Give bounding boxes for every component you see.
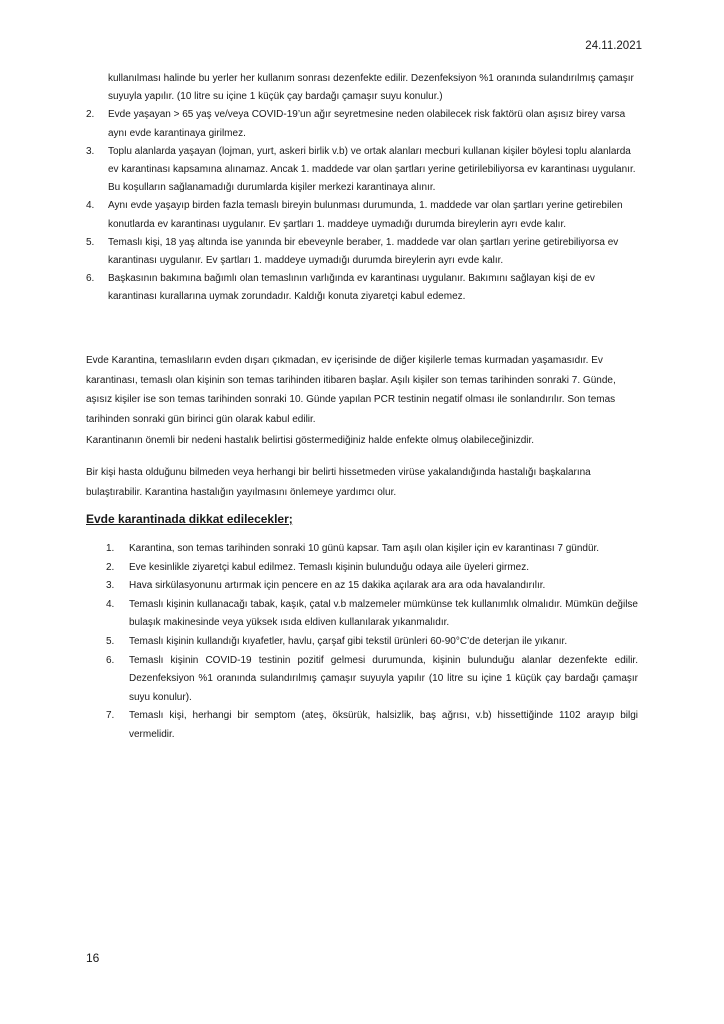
list-item — [106, 652, 638, 708]
list-item-number: 3. — [86, 145, 95, 157]
list-item — [86, 197, 640, 233]
list-item-number: 6. — [86, 273, 95, 285]
list-item-number: 4. — [106, 598, 115, 610]
list-item-text: Bu koşulların sağlanamadığı durumlarda kişiler merkezi karantinaya alınır. — [108, 182, 436, 194]
list-item-text: kullanılması halinde bu yerler her kullanım sonrası dezenfekte edilir. Dezenfeksiyon %1 oranında sulandırılmış çamaşır suyuyla yapılır. (10 litre su içine 1 küçük çay bardağı çamaşır suyu konulur.) — [108, 73, 634, 103]
list-item — [106, 540, 638, 559]
list-item-text: Temaslı kişinin kullanacağı tabak, kaşık, çatal v.b malzemeler mümkünse tek kullanımlık olmalıdır. Mümkün değilse bulaşık makinesinde veya yüksek ısıda eldiven kullanılarak yıkanmalıdır. — [129, 598, 638, 629]
list-item — [86, 234, 640, 270]
list-item-text: Başkasının bakımına bağımlı olan temaslının varlığında ev karantinası uygulanır. Bakımını sağlayan kişi de ev karantinası kurallarına uymak zorundadır. Kaldığı konuta ziyaretçi kabul edemez. — [108, 273, 595, 303]
list-item-number: 3. — [106, 580, 115, 592]
list-item-number: 5. — [106, 635, 115, 647]
list-item-text: Hava sirkülasyonunu artırmak için pencere en az 15 dakika açılarak ara ara oda havalandırılır. — [129, 580, 546, 592]
paragraph-home-quarantine: Evde Karantina, temaslıların evden dışarı çıkmadan, ev içerisinde de diğer kişilerle temas kurmadan yaşamasıdır. Ev karantinası, temaslı olan kişinin son temas tarihinden itibaren başlar. Aşılı kişiler son temas tarihinden sonraki 7. Günde, aşısız kişiler ise son temas tarihinden sonraki 10. Günde yapılan PCR testinin negatif olması ile sonlandırılır. Son temas tarihinden sonraki gün birinci gün olarak kabul edilir. — [86, 355, 616, 425]
list-item — [106, 577, 638, 596]
list-item-text: Karantina, son temas tarihinden sonraki 10 günü kapsar. Tam aşılı olan kişiler için ev karantinası 7 gündür. — [129, 543, 600, 554]
paragraph-transmission: Bir kişi hasta olduğunu bilmeden veya herhangi bir belirti hissetmeden virüse yakalandığında hastalığı başkalarına bulaştırabilir. Karantina hastalığın yayılmasını önlemeye yardımcı olur. — [86, 467, 591, 498]
list-item-text: Toplu alanlarda yaşayan (lojman, yurt, askeri birlik v.b) ve ortak alanları mecburi kullanan kişiler böylesi toplu alanlarda ev karantinası kapsamına alınamaz. Ancak 1. maddede var olan şartları yerine getirilebiliyorsa ev karantinası uygulanır. — [108, 145, 636, 176]
list-item-number — [86, 70, 108, 106]
list-item-number: 4. — [86, 200, 95, 212]
list-item-number: 2. — [106, 561, 115, 573]
list-item-text: Evde yaşayan > 65 yaş ve/veya COVID-19’un ağır seyretmesine neden olabilecek risk faktörü olan aşısız birey varsa aynı evde karantinaya girilmez. — [108, 109, 626, 139]
list-item-text: Temaslı kişi, herhangi bir semptom (ateş, öksürük, halsizlik, baş ağrısı, v.b) hissettiğinde 1102 arayıp bilgi vermelidir. — [129, 710, 638, 740]
list-item — [86, 106, 640, 142]
list-item-number: 2. — [86, 109, 95, 121]
list-item-text: Aynı evde yaşayıp birden fazla temaslı bireyin bulunması durumunda, 1. maddede var olan şartları yerine getirebilen konutlarda ev karantinası uygulanır. Ev şartları 1. maddeye uymadığı durumda bireylerin ayrı evde kalır. — [108, 200, 623, 230]
list-item — [106, 707, 638, 744]
list-item — [86, 143, 640, 179]
list-item — [106, 596, 638, 633]
list-item-text: Eve kesinlikle ziyaretçi kabul edilmez. Temaslı kişinin bulunduğu odaya aile üyeleri girmez. — [129, 561, 530, 573]
list-item-number: 5. — [86, 236, 95, 248]
list-item-text: Temaslı kişi, 18 yaş altında ise yanında bir ebeveynle beraber, 1. maddede var olan şartları yerine getirebiliyorsa ev karantinası uygulanır. Ev şartları 1. maddeye uymadığı durumda bireylerin ayrı evde kalır. — [108, 236, 619, 267]
rules-list-continued — [86, 70, 640, 307]
list-item-number — [86, 179, 108, 197]
list-item-number: 1. — [106, 543, 115, 554]
list-item-text: Temaslı kişinin COVID-19 testinin pozitif gelmesi durumunda, kişinin bulunduğu alanlar dezenfekte edilir. Dezenfeksiyon %1 oranında sulandırılmış çamaşır suyuyla yapılır (10 litre su içine 1 küçük çay bardağı çamaşır suyu konulur). — [129, 654, 638, 703]
list-item — [86, 270, 640, 306]
list-item — [86, 179, 640, 197]
page-number: 16 — [86, 951, 100, 965]
section-title: Evde karantinada dikkat edilecekler; — [86, 512, 293, 526]
list-item-number: 7. — [106, 710, 115, 722]
list-item — [86, 70, 640, 106]
list-item-number: 6. — [106, 654, 115, 666]
precautions-list — [106, 540, 638, 745]
list-item — [106, 633, 638, 652]
list-item — [106, 559, 638, 578]
header-date: 24.11.2021 — [585, 40, 642, 52]
list-item-text: Temaslı kişinin kullandığı kıyafetler, havlu, çarşaf gibi tekstil ürünleri 60-90°C’de deterjan ile yıkanır. — [129, 635, 568, 647]
paragraph-quarantine-reason: Karantinanın önemli bir nedeni hastalık belirtisi göstermediğiniz halde enfekte olmuş olabileceğinizdir. — [86, 435, 535, 446]
